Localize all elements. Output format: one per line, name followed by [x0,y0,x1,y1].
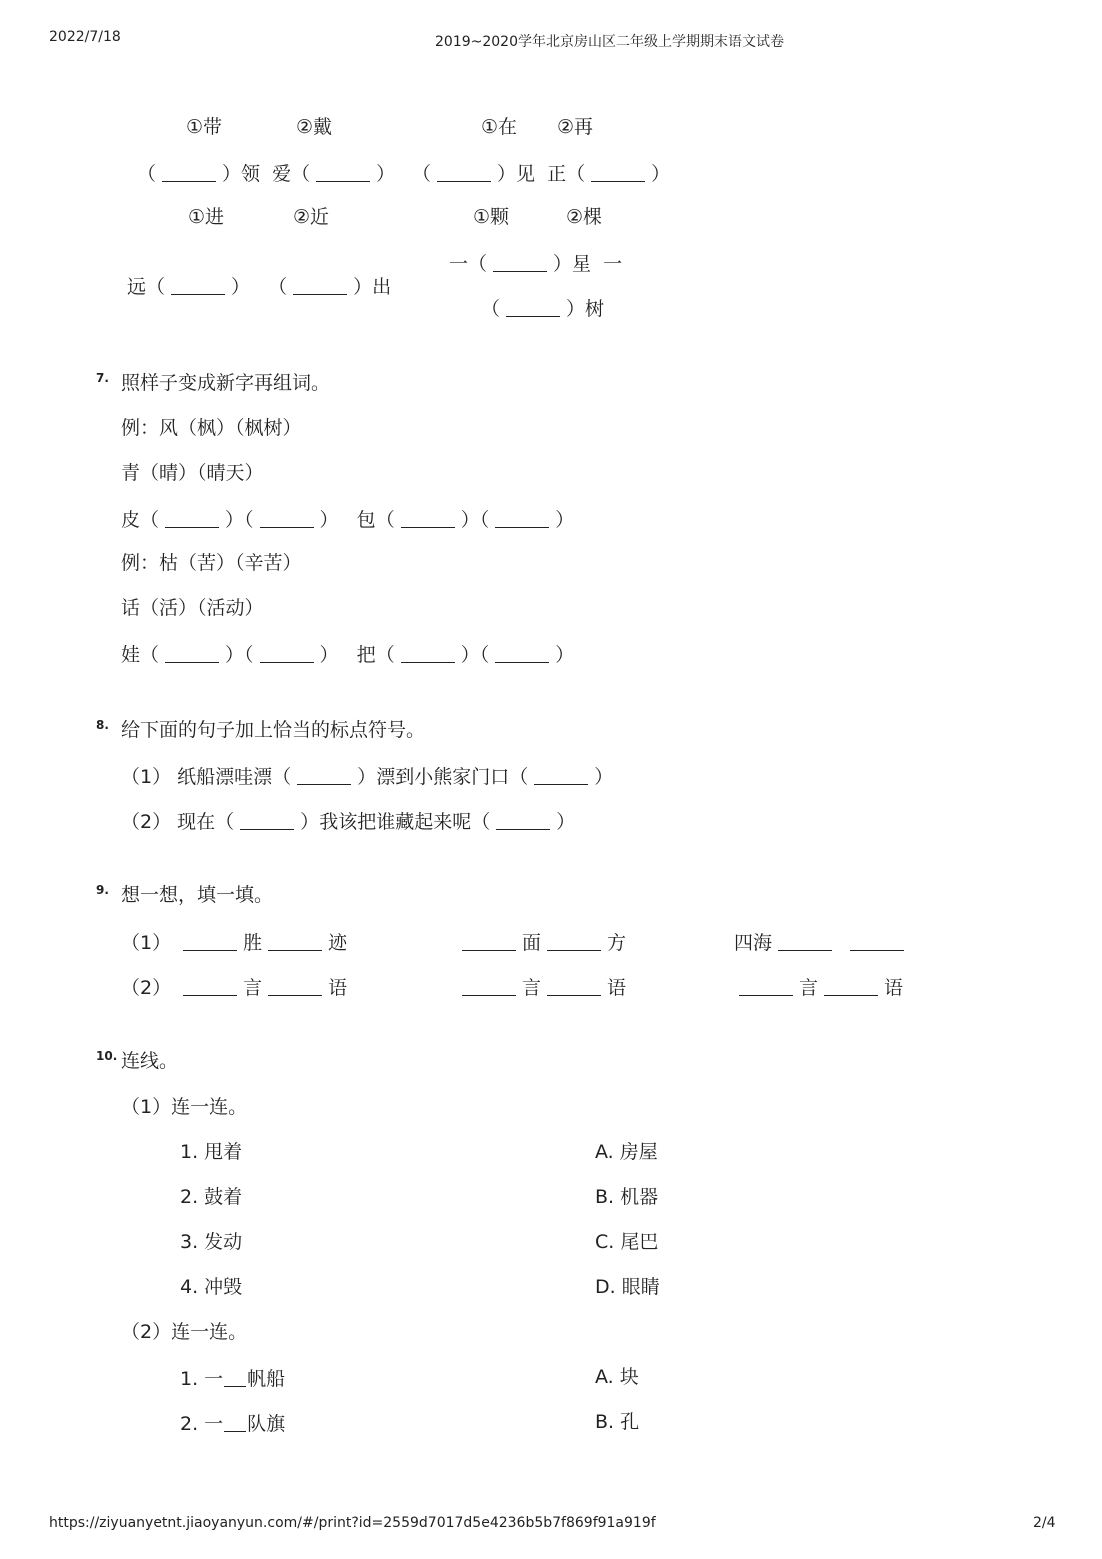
q6-row2-lower: （ ）树 [481,298,605,320]
option-ke2: ②棵 [566,206,603,228]
answer-blank[interactable] [495,509,549,528]
answer-blank[interactable] [496,811,550,830]
q9-row1-c: 四海 [734,932,910,953]
match-right-item[interactable]: B. 机器 [595,1186,659,1208]
question-title: 给下面的句子加上恰当的标点符号。 [121,719,426,741]
answer-blank[interactable] [297,766,351,785]
match-right-item[interactable]: B. 孔 [595,1411,640,1433]
option-ke1: ①颗 [473,206,510,228]
answer-blank[interactable] [437,163,491,182]
sub-question-label: （1）连一连。 [121,1096,248,1118]
answer-blank[interactable] [293,276,347,295]
answer-blank[interactable] [268,977,322,996]
answer-blank[interactable] [165,644,219,663]
print-date: 2022/7/18 [49,29,121,45]
option-dai1: ①带 [186,116,223,138]
match-left-item[interactable]: 3. 发动 [180,1231,243,1253]
match-right-item[interactable]: D. 眼睛 [595,1276,660,1298]
q7-row2: 娃（ ）（ ） 把（ ）（ ） [121,644,575,666]
example-text: 青（晴）（晴天） [121,462,264,484]
answer-blank[interactable] [401,644,455,663]
q9-row2-c: 言 语 [733,977,903,998]
answer-blank[interactable] [495,644,549,663]
q9-row2-b: 言 语 [456,977,626,998]
answer-blank[interactable] [547,977,601,996]
answer-blank[interactable] [171,276,225,295]
sub-question-label: （2）连一连。 [121,1321,248,1343]
source-url[interactable]: https://ziyuanyetnt.jiaoyanyun.com/#/print?id=2559d7017d5e4236b5b7f869f91a919f [49,1515,656,1531]
answer-blank[interactable] [183,977,237,996]
answer-blank[interactable] [401,509,455,528]
q6-row1-left: （ ）领 爱（ ） [137,163,396,185]
match-right-item[interactable]: A. 块 [595,1366,639,1388]
example-text: 例：枯（苦）（辛苦） [121,552,302,574]
answer-blank[interactable] [778,932,832,951]
q8-sentence-1: （1） 纸船漂哇漂（ ）漂到小熊家门口（ ） [121,766,614,788]
option-jin2: ②近 [293,206,330,228]
answer-blank[interactable] [183,932,237,951]
answer-blank[interactable] [534,766,588,785]
match-left-item[interactable]: 1. 甩着 [180,1141,243,1163]
example-text: 话（活）（活动） [121,597,264,619]
q7-row1: 皮（ ）（ ） 包（ ）（ ） [121,509,575,531]
match-right-item[interactable]: A. 房屋 [595,1141,658,1163]
answer-blank[interactable] [165,509,219,528]
answer-blank[interactable] [260,644,314,663]
answer-blank[interactable] [224,1368,246,1387]
question-title: 连线。 [121,1050,179,1072]
match-right-item[interactable]: C. 尾巴 [595,1231,659,1253]
answer-blank[interactable] [547,932,601,951]
question-number: 9. [96,883,109,897]
answer-blank[interactable] [824,977,878,996]
option-dai2: ②戴 [296,116,333,138]
match-left-item[interactable]: 1. 一 帆船 [180,1368,286,1390]
page-number: 2/4 [1033,1515,1056,1531]
q9-row1-a: （1） 胜 迹 [121,932,348,954]
option-zai2: ②再 [557,116,594,138]
q8-sentence-2: （2） 现在（ ）我该把谁藏起来呢（ ） [121,811,576,833]
question-number: 10. [96,1049,118,1063]
q6-row2-upper: 一（ ）星 一 [449,253,623,275]
answer-blank[interactable] [506,298,560,317]
answer-blank[interactable] [462,932,516,951]
q9-row2-a: （2） 言 语 [121,977,348,999]
example-text: 例：风（枫）（枫树） [121,417,302,439]
answer-blank[interactable] [260,509,314,528]
answer-blank[interactable] [739,977,793,996]
q9-row1-b: 面 方 [456,932,626,953]
answer-blank[interactable] [493,253,547,272]
question-title: 想一想，填一填。 [121,884,274,906]
answer-blank[interactable] [591,163,645,182]
q6-row1-right: （ ）见 正（ ） [412,163,671,185]
answer-blank[interactable] [224,1413,246,1432]
question-number: 8. [96,718,109,732]
option-jin1: ①进 [188,206,225,228]
question-title: 照样子变成新字再组词。 [121,372,331,394]
match-left-item[interactable]: 2. 鼓着 [180,1186,243,1208]
q6-row2-left: 远（ ） （ ）出 [127,276,392,298]
answer-blank[interactable] [462,977,516,996]
answer-blank[interactable] [268,932,322,951]
match-left-item[interactable]: 4. 冲毁 [180,1276,243,1298]
question-number: 7. [96,371,109,385]
answer-blank[interactable] [240,811,294,830]
answer-blank[interactable] [316,163,370,182]
document-title: 2019~2020学年北京房山区二年级上学期期末语文试卷 [435,34,784,50]
match-left-item[interactable]: 2. 一 队旗 [180,1413,286,1435]
answer-blank[interactable] [162,163,216,182]
answer-blank[interactable] [850,932,904,951]
option-zai1: ①在 [481,116,518,138]
